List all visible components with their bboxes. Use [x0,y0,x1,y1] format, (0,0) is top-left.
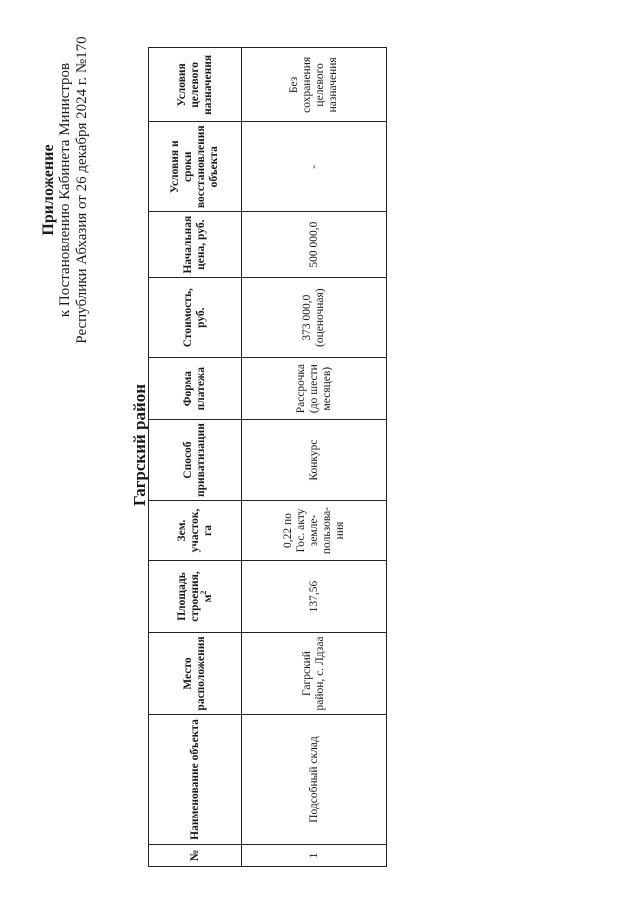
cell-number: 1 [242,845,387,867]
col-header-land: Зем. участок, га [149,501,242,561]
col-header-cost: Стоимость, руб. [149,278,242,358]
header-line-1: к Постановлению Кабинета Министров [57,62,73,318]
col-header-restoration: Условия и сроки восстановления объекта [149,122,242,212]
table-header-row [149,48,242,867]
privatization-table-wrap [148,47,387,867]
col-header-location: Место расположения [149,633,242,715]
col-header-area [149,561,242,633]
cell-cost: 373 000,0 (оценочная) [242,278,387,358]
cell-name: Подсобный склад [242,715,387,845]
cell-restoration: - [242,122,387,212]
document-header [40,30,91,350]
cell-purpose: Без сохранения целевого назначения [242,48,387,122]
col-header-number: № [149,845,242,867]
col-header-payment: Форма платежа [149,358,242,420]
table-row [242,48,387,867]
cell-location: Гагрский район, с. Лдзаа [242,633,387,715]
col-header-start-price: Начальная цена, руб. [149,212,242,278]
col-header-area-text: Площадь строения, м [175,571,214,622]
area-unit-superscript: 2 [198,590,208,595]
region-title: Гагрский район [130,383,149,507]
cell-area: 137,56 [242,561,387,633]
cell-payment: Рассрочка (до шести месяцев) [242,358,387,420]
privatization-table [148,47,387,867]
appendix-title: Приложение [40,144,57,236]
col-header-name: Наименование объекта [149,715,242,845]
cell-method: Конкурс [242,420,387,501]
cell-land: 0,22 по Гос. акту земле-пользова-ния [242,501,387,561]
cell-start-price: 500 000,0 [242,212,387,278]
header-line-2: Республики Абхазия от 26 декабря 2024 г. №170 [74,36,90,344]
col-header-method: Способ приватизации [149,420,242,501]
col-header-purpose: Условия целевого назначения [149,48,242,122]
